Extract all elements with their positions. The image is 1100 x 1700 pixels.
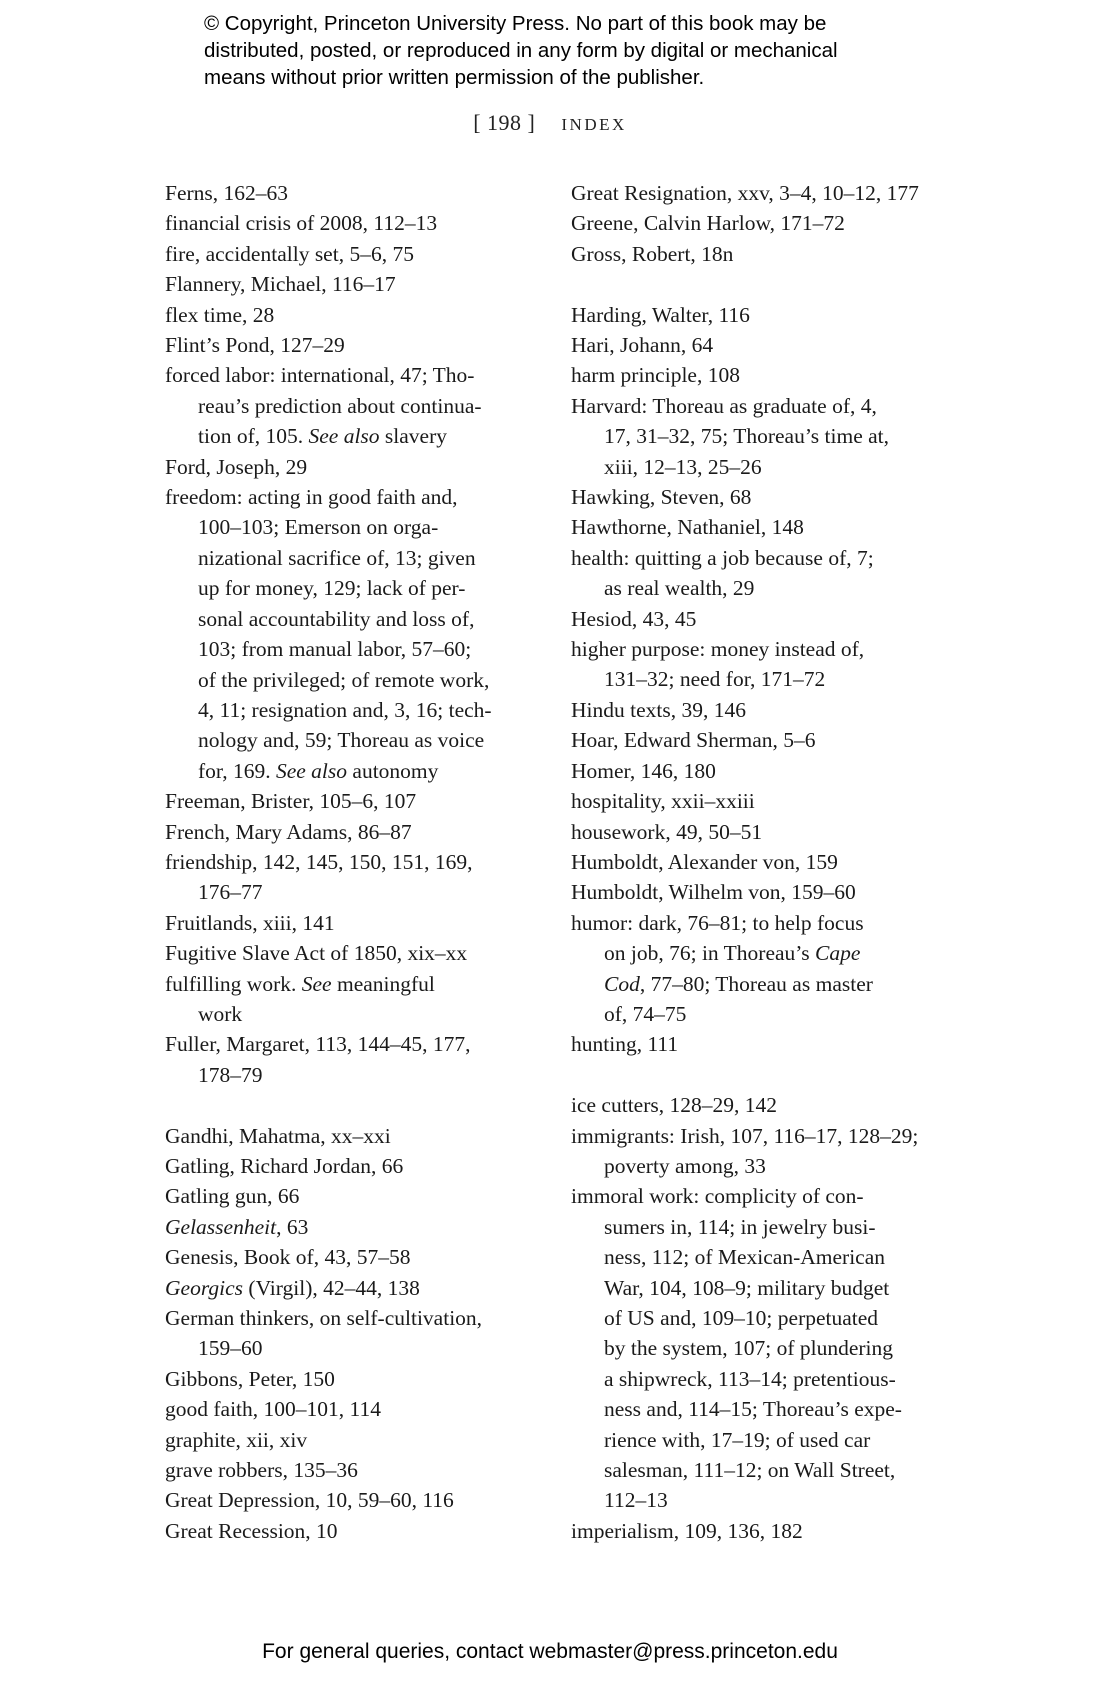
index-entry-heading: good faith, 100–101, 114 — [165, 1397, 381, 1422]
index-entry-continuation: ness and, 114–15; Thoreau’s expe- — [604, 1397, 902, 1422]
index-entry-heading: fire, accidentally set, 5–6, 75 — [165, 241, 414, 266]
copyright-notice — [204, 10, 964, 91]
index-entry — [165, 360, 535, 451]
index-entry — [165, 269, 535, 299]
index-entry-heading: Fuller, Margaret, 113, 144–45, 177, — [165, 1032, 471, 1057]
index-entry-continuation: poverty among, 33 — [604, 1153, 766, 1178]
index-entry-continuation: xiii, 12–13, 25–26 — [604, 454, 762, 479]
index-entry — [165, 1242, 535, 1272]
index-entry-continuation: 103; from manual labor, 57–60; — [198, 637, 472, 662]
index-entry-continuation: 176–77 — [198, 880, 263, 905]
index-entry — [165, 1425, 535, 1455]
index-entry-heading: Great Recession, 10 — [165, 1518, 338, 1543]
index-entry — [571, 482, 941, 512]
index-entry-heading: Great Depression, 10, 59–60, 116 — [165, 1488, 454, 1513]
index-entry — [571, 208, 941, 238]
index-entry-continuation: for, 169. See also autonomy — [198, 758, 439, 783]
index-entry — [571, 1029, 941, 1059]
index-entry-continuation: salesman, 111–12; on Wall Street, — [604, 1458, 896, 1483]
index-entry — [571, 543, 941, 604]
index-entry — [165, 1364, 535, 1394]
index-entry — [165, 786, 535, 816]
index-entry-continuation: as real wealth, 29 — [604, 576, 755, 601]
index-entry — [571, 1090, 941, 1120]
index-entry — [571, 756, 941, 786]
index-entry — [571, 908, 941, 1030]
index-entry — [165, 1212, 535, 1242]
index-entry-heading: Greene, Calvin Harlow, 171–72 — [571, 211, 845, 236]
index-entry-heading: Ferns, 162–63 — [165, 181, 289, 205]
index-entry-heading: Freeman, Brister, 105–6, 107 — [165, 789, 417, 814]
index-entry-heading: Humboldt, Wilhelm von, 159–60 — [571, 880, 856, 905]
index-entry-heading: Genesis, Book of, 43, 57–58 — [165, 1245, 411, 1270]
index-entry — [165, 452, 535, 482]
index-entry-continuation: rience with, 17–19; of used car — [604, 1427, 871, 1452]
index-entry-heading: Gibbons, Peter, 150 — [165, 1366, 335, 1391]
index-entry-heading: Gelassenheit, 63 — [165, 1214, 309, 1239]
index-entry-heading: Homer, 146, 180 — [571, 758, 716, 783]
index-entry — [165, 208, 535, 238]
index-entry — [165, 938, 535, 968]
index-entry-heading: forced labor: international, 47; Tho- — [165, 363, 475, 388]
index-entry-heading: imperialism, 109, 136, 182 — [571, 1518, 803, 1543]
index-entry-continuation: nology and, 59; Thoreau as voice — [198, 728, 485, 753]
index-entry — [571, 239, 941, 269]
index-entry-continuation: sumers in, 114; in jewelry busi- — [604, 1214, 876, 1239]
index-entry-heading: Gross, Robert, 18n — [571, 241, 734, 266]
index-entry-continuation: reau’s prediction about continua- — [198, 393, 482, 418]
section-gap — [571, 1060, 941, 1090]
index-entry — [571, 847, 941, 877]
index-entry — [571, 817, 941, 847]
index-entry — [165, 1394, 535, 1424]
index-entry — [165, 847, 535, 908]
index-entry — [165, 1303, 535, 1364]
index-entry — [571, 695, 941, 725]
index-entry — [571, 178, 941, 208]
index-entry-continuation: work — [198, 1001, 243, 1026]
index-entry-continuation: 178–79 — [198, 1062, 263, 1087]
index-entry-heading: freedom: acting in good faith and, — [165, 485, 458, 510]
index-entry-heading: Hindu texts, 39, 146 — [571, 697, 746, 722]
index-entry — [571, 360, 941, 390]
index-entry-heading: Flint’s Pond, 127–29 — [165, 333, 345, 358]
index-entry-heading: financial crisis of 2008, 112–13 — [165, 211, 438, 236]
index-entry-continuation: of US and, 109–10; perpetuated — [604, 1306, 879, 1330]
index-entry-heading: humor: dark, 76–81; to help focus — [571, 910, 864, 935]
index-entry — [571, 512, 941, 542]
index-entry — [165, 1455, 535, 1485]
index-entry-heading: grave robbers, 135–36 — [165, 1458, 358, 1483]
index-entry-continuation: of the privileged; of remote work, — [198, 667, 490, 692]
index-entry-heading: harm principle, 108 — [571, 363, 740, 388]
index-entry — [571, 877, 941, 907]
index-entry-heading: Great Resignation, xxv, 3–4, 10–12, 177 — [571, 181, 919, 205]
copyright-line: © Copyright, Princeton University Press. No part of this book may be — [204, 12, 827, 35]
index-entry-continuation: Cod, 77–80; Thoreau as master — [604, 971, 873, 996]
running-head — [0, 110, 1100, 136]
index-entry-heading: health: quitting a job because of, 7; — [571, 545, 874, 570]
index-column-right — [571, 178, 941, 1546]
index-entry — [165, 1273, 535, 1303]
index-entry-continuation: on job, 76; in Thoreau’s Cape — [604, 941, 861, 966]
index-entry-heading: Harding, Walter, 116 — [571, 302, 750, 327]
page-number: [ 198 ] — [473, 110, 536, 135]
index-entry-continuation: 159–60 — [198, 1336, 263, 1361]
index-entry-heading: German thinkers, on self-cultivation, — [165, 1306, 483, 1331]
index-entry — [571, 1516, 941, 1546]
index-entry — [165, 908, 535, 938]
index-entry-heading: Gatling, Richard Jordan, 66 — [165, 1153, 404, 1178]
index-entry-continuation: War, 104, 108–9; military budget — [604, 1275, 890, 1300]
index-entry — [571, 604, 941, 634]
index-entry — [165, 1029, 535, 1090]
index-entry-heading: graphite, xii, xiv — [165, 1427, 308, 1452]
index-entry-heading: Humboldt, Alexander von, 159 — [571, 849, 838, 874]
index-entry-heading: housework, 49, 50–51 — [571, 819, 763, 844]
section-gap — [165, 1090, 535, 1120]
index-entry-heading: Hari, Johann, 64 — [571, 333, 714, 358]
index-entry-continuation: tion of, 105. See also slavery — [198, 424, 448, 449]
index-entry — [571, 1121, 941, 1182]
copyright-line: distributed, posted, or reproduced in any form by digital or mechanical — [204, 39, 838, 62]
index-entry-heading: immoral work: complicity of con- — [571, 1184, 864, 1209]
index-entry-continuation: sonal accountability and loss of, — [198, 606, 475, 631]
index-entry-heading: ice cutters, 128–29, 142 — [571, 1093, 777, 1118]
index-entry — [571, 391, 941, 482]
index-entry-continuation: up for money, 129; lack of per- — [198, 576, 466, 601]
running-head-title: INDEX — [561, 115, 627, 134]
index-entry — [165, 178, 535, 208]
index-entry-heading: flex time, 28 — [165, 302, 275, 327]
index-entry — [165, 817, 535, 847]
index-entry-continuation: by the system, 107; of plundering — [604, 1336, 894, 1361]
index-entry — [165, 330, 535, 360]
index-entry-heading: Fruitlands, xiii, 141 — [165, 910, 335, 935]
index-entry — [571, 786, 941, 816]
index-entry-continuation: ness, 112; of Mexican-American — [604, 1245, 886, 1270]
index-entry-continuation: a shipwreck, 113–14; pretentious- — [604, 1366, 896, 1391]
index-entry-heading: fulfilling work. See meaningful — [165, 971, 435, 996]
index-entry-heading: hunting, 111 — [571, 1032, 679, 1057]
index-entry-heading: immigrants: Irish, 107, 116–17, 128–29; — [571, 1123, 919, 1148]
index-entry-heading: Georgics (Virgil), 42–44, 138 — [165, 1275, 420, 1300]
index-entry-heading: Flannery, Michael, 116–17 — [165, 272, 396, 297]
index-entry — [165, 1516, 535, 1546]
index-entry — [571, 1181, 941, 1515]
index-entry — [165, 300, 535, 330]
index-entry-heading: Hesiod, 43, 45 — [571, 606, 697, 631]
index-entry-heading: higher purpose: money instead of, — [571, 637, 865, 662]
index-entry — [165, 239, 535, 269]
index-entry-heading: Gatling gun, 66 — [165, 1184, 300, 1209]
index-entry-continuation: of, 74–75 — [604, 1001, 687, 1026]
index-entry — [165, 1485, 535, 1515]
index-entry-heading: hospitality, xxii–xxiii — [571, 789, 755, 814]
index-entry-heading: Gandhi, Mahatma, xx–xxi — [165, 1123, 391, 1148]
index-entry-continuation: 100–103; Emerson on orga- — [198, 515, 439, 540]
index-entry-heading: French, Mary Adams, 86–87 — [165, 819, 412, 844]
index-entry-heading: Ford, Joseph, 29 — [165, 454, 308, 479]
index-entry-continuation: 17, 31–32, 75; Thoreau’s time at, — [604, 424, 890, 449]
index-entry-heading: Hoar, Edward Sherman, 5–6 — [571, 728, 816, 753]
index-entry — [571, 634, 941, 695]
section-gap — [571, 269, 941, 299]
index-entry-continuation: nizational sacrifice of, 13; given — [198, 545, 476, 570]
index-entry-heading: Hawthorne, Nathaniel, 148 — [571, 515, 804, 540]
index-entry — [165, 1181, 535, 1211]
index-entry-continuation: 112–13 — [604, 1488, 668, 1513]
index-entry — [165, 969, 535, 1030]
footer-contact: For general queries, contact webmaster@press.princeton.edu — [262, 1640, 838, 1663]
index-entry — [165, 1151, 535, 1181]
index-entry — [165, 482, 535, 786]
index-entry — [571, 330, 941, 360]
index-entry-heading: Hawking, Steven, 68 — [571, 485, 752, 510]
index-entry — [571, 300, 941, 330]
index-entry-continuation: 4, 11; resignation and, 3, 16; tech- — [198, 697, 492, 722]
index-entry-heading: Fugitive Slave Act of 1850, xix–xx — [165, 941, 468, 966]
index-entry — [165, 1121, 535, 1151]
index-entry-heading: friendship, 142, 145, 150, 151, 169, — [165, 849, 473, 874]
index-entry — [571, 725, 941, 755]
copyright-line: means without prior written permission of the publisher. — [204, 66, 705, 89]
index-column-left — [165, 178, 535, 1546]
index-entry-continuation: 131–32; need for, 171–72 — [604, 667, 826, 692]
index-entry-heading: Harvard: Thoreau as graduate of, 4, — [571, 393, 877, 418]
